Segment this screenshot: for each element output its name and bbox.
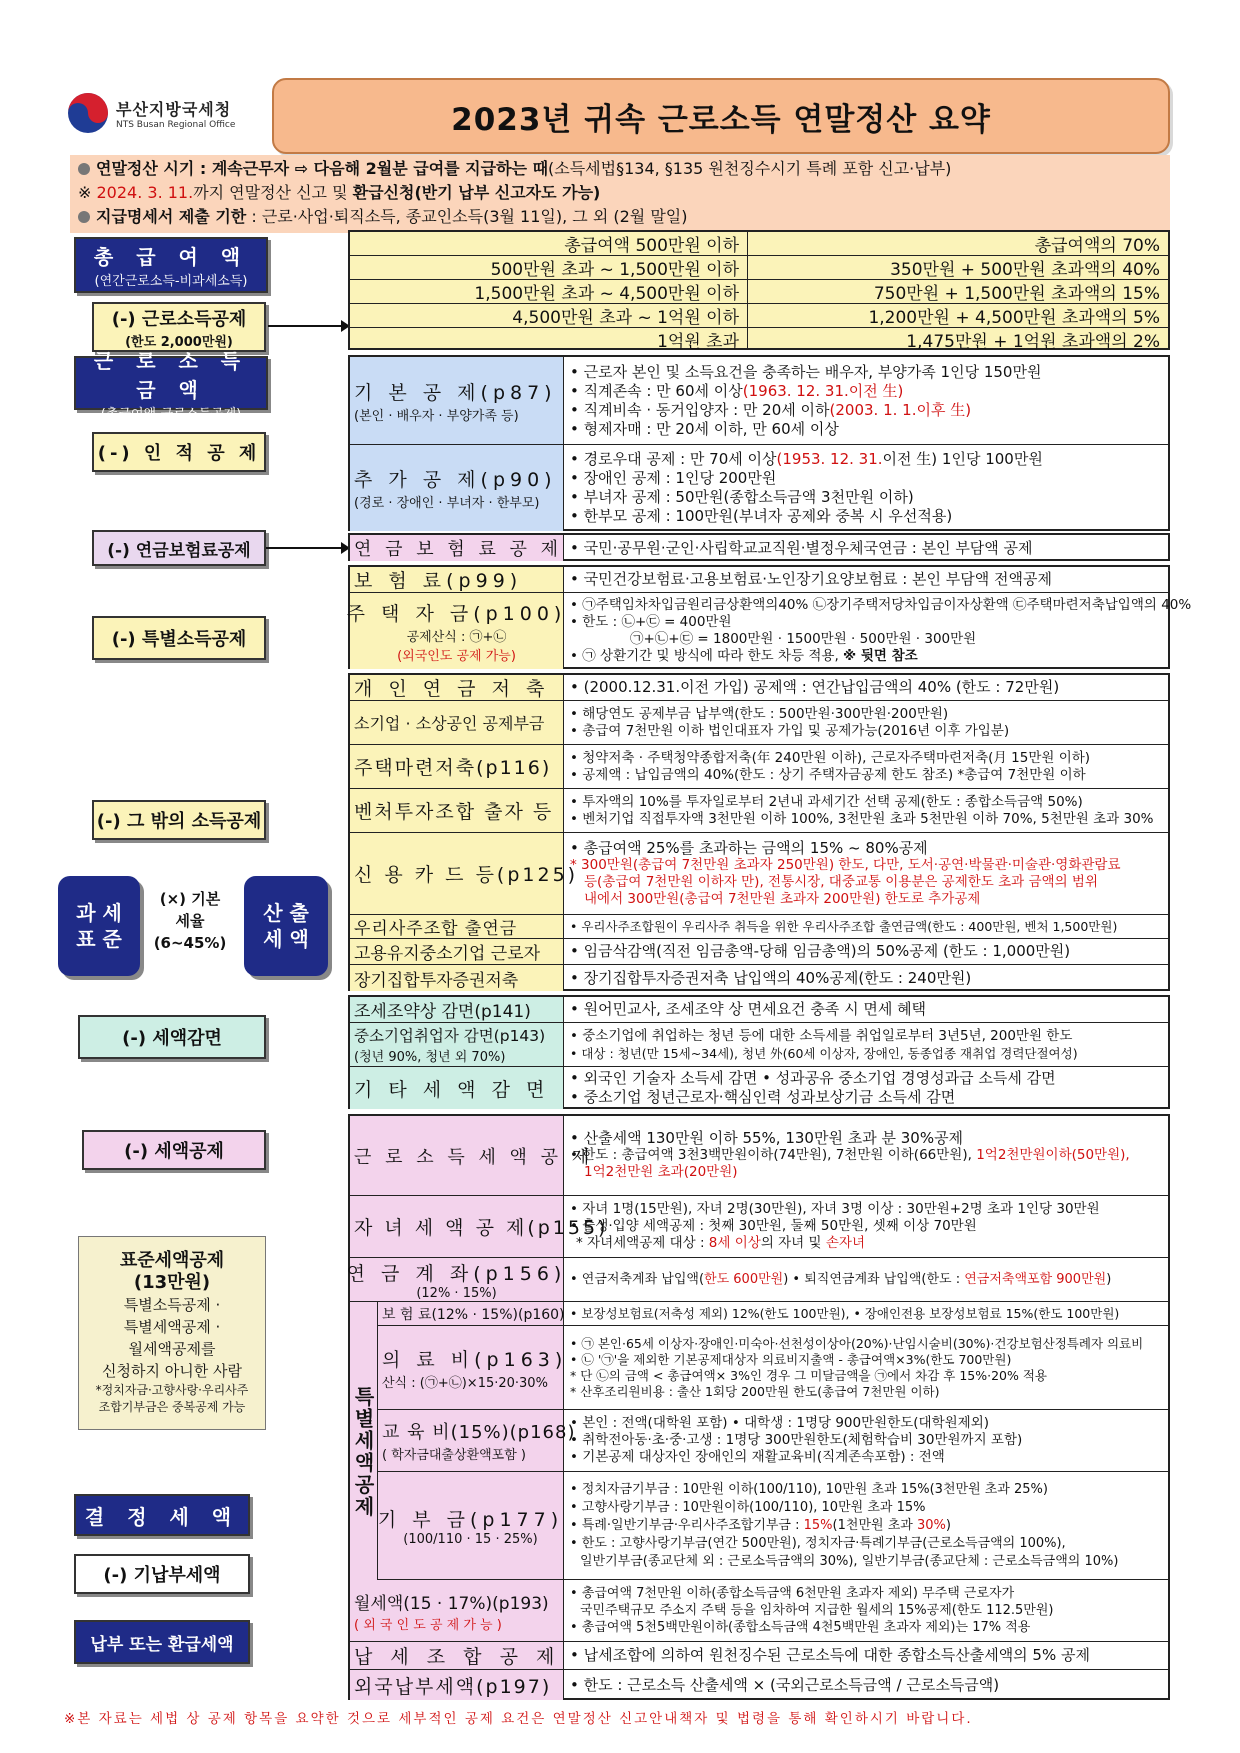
label-calculated-tax: 산 출 세 액 [244, 876, 328, 976]
label-earned-income-deduction: (-) 근로소득공제 (한도 2,000만원) [92, 302, 266, 352]
label-tax-reduction: (-) 세액감면 [78, 1015, 266, 1059]
label-final-tax: 결 정 세 액 [74, 1494, 250, 1536]
notice-line-2: ※ 2024. 3. 11.까지 연말정산 신고 및 환급신청(반기 납부 신고자도 가능) [78, 183, 601, 202]
label-prepaid-tax: (-) 기납부세액 [74, 1554, 250, 1594]
tax-credit-block: 근 로 소 득 세 액 공 제 • 산출세액 130만원 이하 55%, 130만원 초과 분 30%공제 • 한도 : 총급여액 3천3백만원이하(74만원), 7천만원 이하(66만원), 1억2천만원이하(50만원), 1억2천만원 초과(20만원) 자 녀 세 액 공 제(p155) • 자녀 1명(15만원), 자녀 2명(30만원), 자녀 3명 이상 : 30만원+2명 초과 1인당 30만원 • 출생·입양 세액공제 : 첫째 30만원, 둘째 50만원, 셋째 이상 70만원 * 자녀세액공제 대상 : 8세 이상의 자녀 및 손자녀 연 금 계 좌(p156) (12% · 15%) • 연금저축계좌 납입액(한도 600만원) • 퇴직연금계좌 납입액(한도 : 연금저축액포함 900만원) 특별세액공제 보 험 료(12% · 15%)(p160) • 보장성보험료(저축성 제외) 12%(한도 100만원), • 장애인전용 보장성보험료 15%(한도 100만원) 의 료 비(p163) 산식 : (㉠+㉡)×15·20·30% • ㉠ 본인·65세 이상자·장애인·미숙아·선천성이상아(20%)·난임시술비(30%)·건강보험산정특례자 의료비 • ㉡ '㉠'을 제외한 기본공제대상자 의료비지출액 - 총급여액×3%(한도 700만원) * 단 ㉡의 금액 < 총급여액× 3%인 경우 그 미달금액을 ㉠에서 차감 후 15%·20% 적용 * 산후조리원비용 : 출산 1회당 200만원 한도(총급여 7천만원 이하) 교 육 비(15%)(p168) ( 학자금대출상환액포함 ) • 본인 : 전액(대학원 포함) • 대학생 : 1명당 900만원한도(대학원제외) • 취학전아동·초·중·고생 : 1명당 300만원한도(체험학습비 30만원까지 포함) • 기본공제 대상자인 장애인의 재활교육비(직계존속포함) : 전액 기 부 금(p177) (100/110 · 15 · 25%) • 정치자금기부금 : 10만원 이하(100/110), 10만원 초과 15%(3천만원 초과 25%) • 고향사랑기부금 : 10만원이하(100/110), 10만원 초과 15% • 특례·일반기부금·우리사주조합기부금 : 15%(1천만원 초과 30%) • 한도 : 고향사랑기부금(연간 500만원), 정치자금·특례기부금(근로소득금액의 100%), 일반기부금(종교단체 외 : 근로소득금액의 30%), 일반기부금(종교단체 : 근로소득금액의 10%) 월세액(15 · 17%)(p193) ( 외 국 인 도 공 제 가 능 ) • 총급여액 7천만원 이하(종합소득금액 6천만원 초과자 제외) 무주택 근로자가 국민주택규모 주소지 주택 등을 임차하여 지급한 월세의 15%공제(한도 112.5만원) • 총급여액 5천5백만원이하(종합소득금액 4천5백만원 초과자 제외)는 17% 적용 납 세 조 합 공 제 • 납세조합에 의하여 원천징수된 근로소득에 대한 종합소득산출세액의 5% 공제 외국납부세액(p197) • 한도 : 근로소득 산출세액 × (국외근로소득금액 / 근로소득금액) [348, 1114, 1170, 1700]
bullet-icon [78, 211, 90, 223]
taegeuk-logo-icon [66, 91, 110, 135]
earned-income-deduction-table [348, 230, 1170, 350]
special-tax-credit-vertical-label: 특별세액공제 [350, 1302, 378, 1602]
other-income-deduction-block: 개 인 연 금 저 축 • (2000.12.31.이전 가입) 공제액 : 연간납입금액의 40% (한도 : 72만원) 소기업 · 소상공인 공제부금 • 해당연도 공제부금 납부액(한도 : 500만원·300만원·200만원) • 총급여 7천만원 이하 법인대표자 가입 및 공제가능(2016년 이후 가입분) 주택마련저축(p116) • 청약저축 · 주택청약종합저축(年 240만원 이하), 근로자주택마련저축(月 15만원 이하) • 공제액 : 납입금액의 40%(한도 : 상기 주택자금공제 한도 참조) *총급여 7천만원 이하 벤처투자조합 출자 등 • 투자액의 10%를 투자일로부터 2년내 과세기간 선택 공제(한도 : 종합소득금액 50%) • 벤처기업 직접투자액 3천만원 이하 100%, 3천만원 초과 5천만원 이하 70%, 5천만원 초과 30% 신 용 카 드 등(p125) • 총급여액 25%를 초과하는 금액의 15% ~ 80%공제 * 300만원(총급여 7천만원 초과자 250만원) 한도, 다만, 도서·공연·박물관·미술관·영화관람료 등(총급여 7천만원 이하자 만), 전통시장, 대중교통 이용분은 공제한도 초과 금액의 범위 내에서 300만원(총급여 7천만원 초과자 200만원) 한도로 추가공제 우리사주조합 출연금 • 우리사주조합원이 우리사주 취득을 위한 우리사주조합 출연금액(한도 : 400만원, 벤처 1,500만원) 고용유지중소기업 근로자 • 임금삭감액(직전 임금총액-당해 임금총액)의 50%공제 (한도 : 1,000만원) 장기집합투자증권저축 • 장기집합투자증권저축 납입액의 40%공제(한도 : 240만원) [348, 673, 1170, 991]
footer-note: ※본 자료는 세법 상 공제 항목을 요약한 것으로 세부적인 공제 요건은 연말정산 신고안내책자 및 법령을 통해 확인하시기 바랍니다. [64, 1711, 973, 1727]
label-pension-insurance-deduction: (-) 연금보험료공제 [92, 530, 266, 566]
label-gross-pay: 총 급 여 액 (연간근로소득-비과세소득) [74, 237, 268, 293]
label-standard-tax-credit: 표준세액공제 (13만원) 특별소득공제 · 특별세액공제 · 월세액공제를 신청하지 아니한 사람 *정치자금·고향사랑·우리사주 조합기부금은 중복공제 가능 [78, 1236, 266, 1430]
special-income-deduction-block: 보 험 료(p99) • 국민건강보험료·고용보험료·노인장기요양보험료 : 본인 부담액 전액공제 주 택 자 금(p100) 공제산식 : ㉠+㉡ (외국인도 공제 가능) • ㉠주택임차차입금원리금상환액의40% ㉡장기주택저당차입금이자상환액 ㉢주택마련저축납입액의 40% • 한도 : ㉡+㉢ = 400만원 ㉠+㉡+㉢ = 1800만원 · 1500만원 · 500만원 · 300만원 • ㉠ 상환기간 및 방식에 따라 한도 차등 적용, ※ 뒷면 참조 [348, 565, 1170, 669]
basic-deduction-row: 기 본 공 제(p87) (본인 · 배우자 · 부양가족 등) • 근로자 본인 및 소득요건을 충족하는 배우자, 부양가족 1인당 150만원 • 직계존속 : 만 60세 이상(1963. 12. 31.이전 生) • 직계비속 · 동거입양자 : 만 20세 이하(2003. 1. 1.이후 生) • 형제자매 : 만 20세 이하, 만 60세 이상 [350, 357, 1168, 445]
table-row: 4,500만원 초과 ~ 1억원 이하 1,200만원 + 4,500만원 초과액의 5% [350, 304, 1168, 328]
table-row: 500만원 초과 ~ 1,500만원 이하 350만원 + 500만원 초과액의 40% [350, 256, 1168, 280]
notice-line-3: 지급명세서 제출 기한 : 근로·사업·퇴직소득, 종교인소득(3월 11일), 그 외 (2월 말일) [78, 205, 1162, 229]
label-basic-tax-rate: (×) 기본 세율 (6~45%) [153, 890, 227, 952]
label-personal-deduction: (-) 인 적 공 제 [92, 432, 266, 472]
arrow-icon [268, 325, 348, 327]
label-tax-credit: (-) 세액공제 [82, 1130, 266, 1170]
notice-box [70, 155, 1170, 233]
table-row: 1억원 초과 1,475만원 + 1억원 초과액의 2% [350, 328, 1168, 350]
label-special-income-deduction: (-) 특별소득공제 [92, 616, 266, 660]
arrow-icon [266, 547, 348, 549]
page-title: 2023년 귀속 근로소득 연말정산 요약 [272, 78, 1170, 154]
tax-reduction-block: 조세조약상 감면(p141) • 원어민교사, 조세조약 상 면세요건 충족 시 면세 혜택 중소기업취업자 감면(p143) (청년 90%, 청년 외 70%) • 중소기업에 취업하는 청년 등에 대한 소득세를 취업일로부터 3년5년, 200만원 한도 • 대상 : 청년(만 15세~34세), 청년 外(60세 이상자, 장애인, 동종업종 재취업 경력단절여성) 기 타 세 액 감 면 • 외국인 기술자 소득세 감면 • 성과공유 중소기업 경영성과급 소득세 감면 • 중소기업 청년근로자·핵심인력 성과보상기금 소득세 감면 [348, 995, 1170, 1109]
nts-logo [66, 88, 266, 138]
table-row: 1,500만원 초과 ~ 4,500만원 이하 750만원 + 1,500만원 초과액의 15% [350, 280, 1168, 304]
label-earned-income-amount: 근 로 소 득 금 액 (총급여액-근로소득공제) [74, 356, 268, 410]
notice-line-1: 연말정산 시기 : 계속근무자 ⇨ 다음해 2월분 급여를 지급하는 때(소득세법§134, §135 원천징수시기 특례 포함 신고·납부) [78, 157, 1162, 181]
logo-korean: 부산지방국세청 [116, 99, 232, 119]
label-tax-base: 과 세 표 준 [58, 876, 140, 976]
table-row: 총급여액 500만원 이하 총급여액의 70% [350, 232, 1168, 256]
label-payment-or-refund: 납부 또는 환급세액 [74, 1620, 250, 1664]
bullet-icon [78, 163, 90, 175]
label-other-income-deduction: (-) 그 밖의 소득공제 [92, 800, 266, 840]
additional-deduction-row: 추 가 공 제(p90) (경로 · 장애인 · 부녀자 · 한부모) • 경로우대 공제 : 만 70세 이상(1953. 12. 31.이전 生) 1인당 100만원 • 장애인 공제 : 1인당 200만원 • 부녀자 공제 : 50만원(종합소득금액 3천만원 이하) • 한부모 공제 : 100만원(부녀자 공제와 중복 시 우선적용) [350, 445, 1168, 531]
logo-english: NTS Busan Regional Office [116, 119, 236, 130]
personal-deduction-block [348, 355, 1170, 531]
pension-insurance-block: 연 금 보 험 료 공 제 • 국민·공무원·군인·사립학교교직원·별정우체국연금 : 본인 부담액 공제 [348, 533, 1170, 561]
